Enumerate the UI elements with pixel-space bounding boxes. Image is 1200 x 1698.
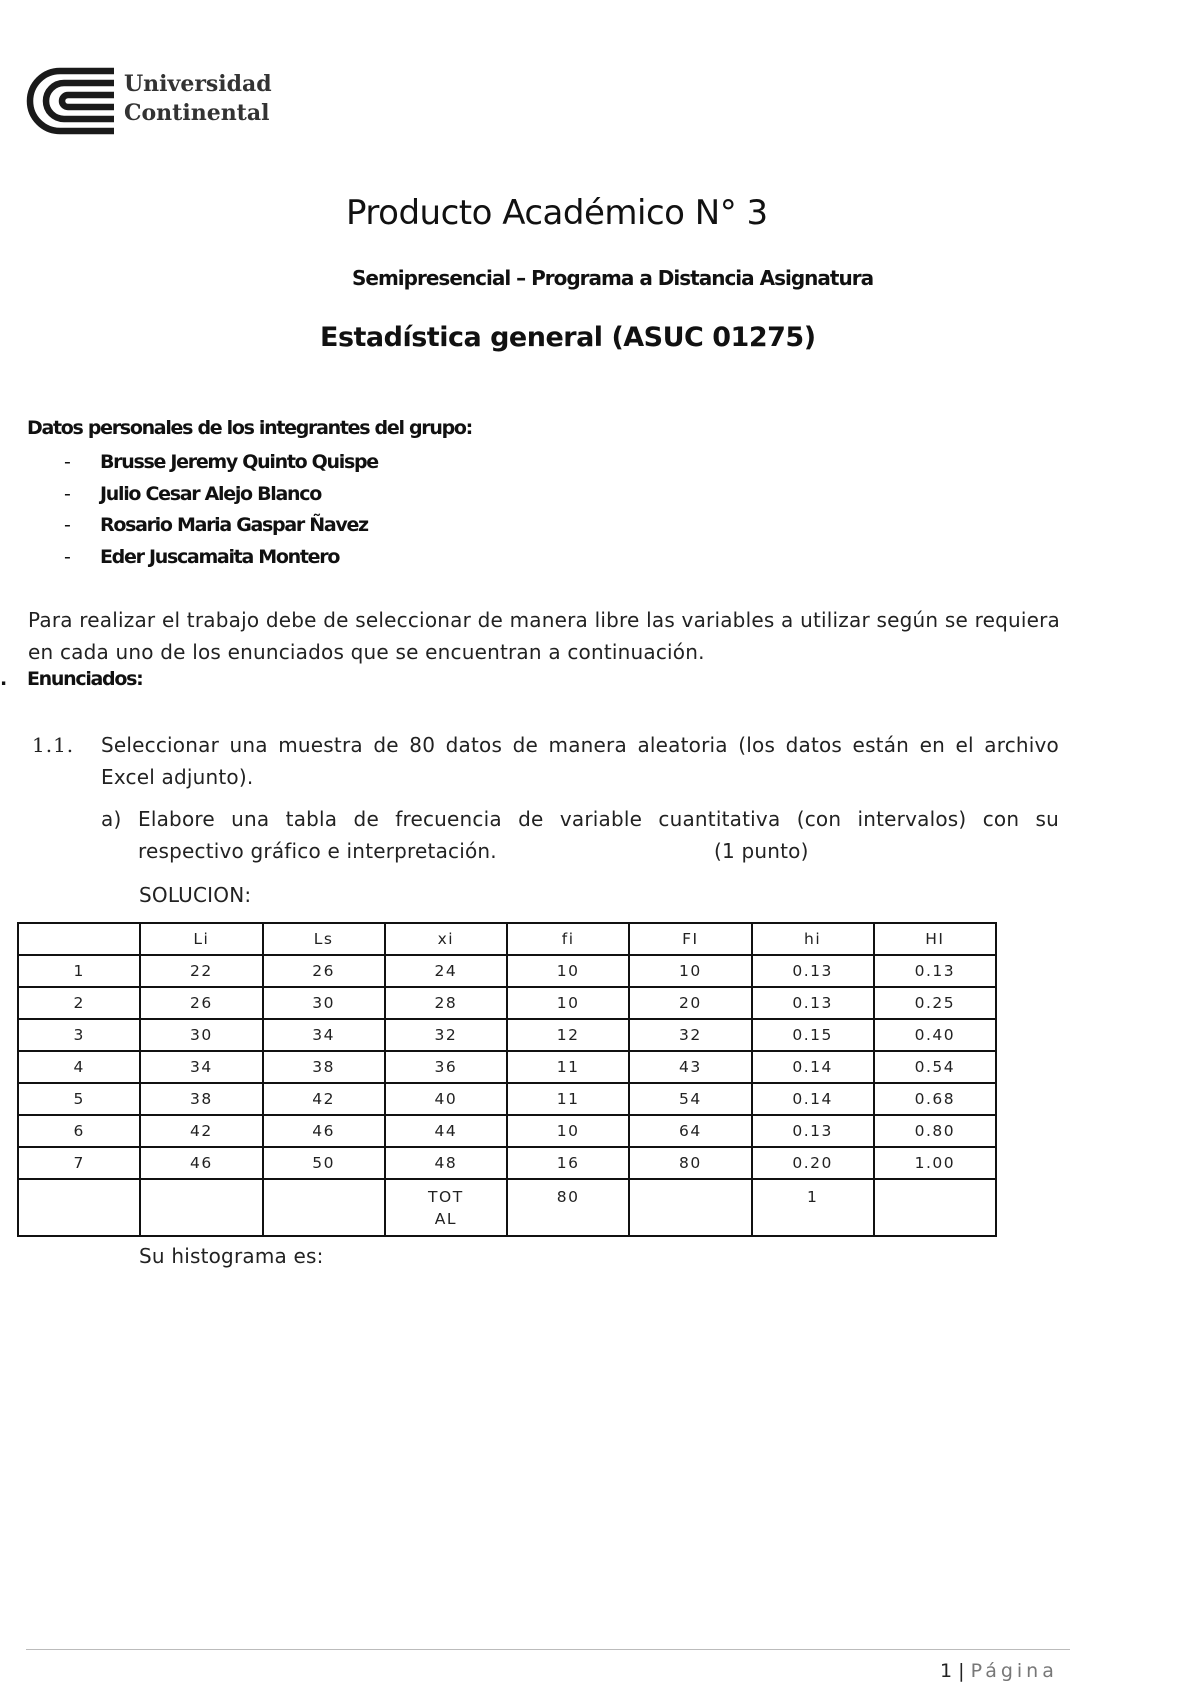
table-header-cell: FI <box>629 923 751 955</box>
table-cell: 34 <box>140 1051 262 1083</box>
member-name: Eder Juscamaita Montero <box>100 545 340 568</box>
table-row <box>18 1147 996 1179</box>
list-bullet: - <box>64 545 70 568</box>
section-marker: . <box>0 668 6 690</box>
table-cell <box>18 1179 140 1236</box>
table-cell: 30 <box>140 1019 262 1051</box>
table-cell <box>140 1179 262 1236</box>
item-points-a: (1 punto) <box>714 839 809 863</box>
table-cell: 10 <box>507 1115 629 1147</box>
member-item <box>64 542 378 574</box>
table-cell: 80 <box>629 1147 751 1179</box>
table-cell: 11 <box>507 1051 629 1083</box>
table-cell: 5 <box>18 1083 140 1115</box>
table-cell: 2 <box>18 987 140 1019</box>
table-cell <box>874 1179 996 1236</box>
member-name: Rosario Maria Gaspar Ñavez <box>100 514 368 536</box>
histogram-label: Su histograma es: <box>139 1244 324 1268</box>
table-cell: 46 <box>263 1115 385 1147</box>
member-item <box>64 447 378 479</box>
table-header-cell <box>18 923 140 955</box>
table-cell: 22 <box>140 955 262 987</box>
table-header-row <box>18 923 996 955</box>
item-text-1-1: Seleccionar una muestra de 80 datos de manera aleatoria (los datos están en el archivo Excel adjunto). <box>101 733 1059 789</box>
table-row <box>18 987 996 1019</box>
table-cell: 1.00 <box>874 1147 996 1179</box>
table-cell: 0.40 <box>874 1019 996 1051</box>
table-cell: 50 <box>263 1147 385 1179</box>
member-item <box>64 510 378 542</box>
table-cell: 0.80 <box>874 1115 996 1147</box>
table-row <box>18 1083 996 1115</box>
logo-line-1: Universidad <box>124 71 272 97</box>
table-row <box>18 955 996 987</box>
table-cell: 32 <box>629 1019 751 1051</box>
document-subtitle: Semipresencial – Programa a Distancia Asignatura <box>352 266 874 290</box>
course-name: Estadística general (ASUC 01275) <box>320 322 816 353</box>
table-cell: 0.20 <box>752 1147 874 1179</box>
university-logo-mark <box>26 66 118 136</box>
table-cell: 10 <box>629 955 751 987</box>
table-cell: 10 <box>507 987 629 1019</box>
table-cell: 38 <box>140 1083 262 1115</box>
table-header-cell: xi <box>385 923 507 955</box>
table-header-cell: fi <box>507 923 629 955</box>
table-cell: 64 <box>629 1115 751 1147</box>
table-cell: 24 <box>385 955 507 987</box>
table-cell: 16 <box>507 1147 629 1179</box>
table-cell: 11 <box>507 1083 629 1115</box>
member-name: Brusse Jeremy Quinto Quispe <box>100 451 378 473</box>
page-word: Página <box>970 1660 1058 1682</box>
table-header-cell: HI <box>874 923 996 955</box>
table-cell: 42 <box>263 1083 385 1115</box>
table-cell: 34 <box>263 1019 385 1051</box>
table-cell: 30 <box>263 987 385 1019</box>
table-cell: 46 <box>140 1147 262 1179</box>
table-cell: 0.13 <box>752 987 874 1019</box>
table-header-cell: Li <box>140 923 262 955</box>
section-title: Enunciados: <box>27 668 143 690</box>
table-total-label: TOT AL <box>385 1179 507 1236</box>
table-cell: 0.68 <box>874 1083 996 1115</box>
members-list <box>64 447 378 573</box>
table-cell: 0.14 <box>752 1051 874 1083</box>
list-bullet: - <box>64 482 70 505</box>
intro-paragraph: Para realizar el trabajo debe de seleccionar de manera libre las variables a utilizar según se requiera en cada uno de los enunciados que se encuentran a continuación. <box>28 608 1060 664</box>
table-cell: 26 <box>140 987 262 1019</box>
member-item <box>64 479 378 511</box>
list-bullet: - <box>64 514 70 536</box>
table-cell: 10 <box>507 955 629 987</box>
table-cell: 54 <box>629 1083 751 1115</box>
table-cell: 26 <box>263 955 385 987</box>
table-cell: 36 <box>385 1051 507 1083</box>
section-heading <box>0 668 142 690</box>
table-cell: 20 <box>629 987 751 1019</box>
document-title: Producto Académico N° 3 <box>346 193 768 233</box>
table-header-cell: Ls <box>263 923 385 955</box>
item-number-1-1: 1.1. <box>32 733 75 757</box>
table-total-hi: 1 <box>752 1179 874 1236</box>
table-total-fi: 80 <box>507 1179 629 1236</box>
table-cell: 0.14 <box>752 1083 874 1115</box>
table-cell: 7 <box>18 1147 140 1179</box>
item-text-a: Elabore una tabla de frecuencia de variable cuantitativa (con intervalos) con su respectivo gráfico e interpretación. <box>138 807 1059 863</box>
table-cell: 12 <box>507 1019 629 1051</box>
table-total-row <box>18 1179 996 1236</box>
list-bullet: - <box>64 451 70 473</box>
table-cell: 0.13 <box>874 955 996 987</box>
table-header-cell: hi <box>752 923 874 955</box>
table-cell <box>629 1179 751 1236</box>
page-number: 1 <box>940 1660 953 1682</box>
table-cell: 42 <box>140 1115 262 1147</box>
university-logo-text <box>124 70 272 128</box>
table-row <box>18 1019 996 1051</box>
university-logo <box>26 66 272 136</box>
solution-label: SOLUCION: <box>139 883 252 907</box>
frequency-table <box>17 922 997 1237</box>
table-cell: 40 <box>385 1083 507 1115</box>
table-cell: 32 <box>385 1019 507 1051</box>
footer-separator: | <box>958 1660 965 1682</box>
members-label: Datos personales de los integrantes del grupo: <box>27 417 472 439</box>
table-cell: 0.15 <box>752 1019 874 1051</box>
item-label-a: a) <box>101 807 122 831</box>
table-cell: 3 <box>18 1019 140 1051</box>
footer-divider <box>26 1649 1070 1650</box>
table-cell: 0.25 <box>874 987 996 1019</box>
member-name: Julio Cesar Alejo Blanco <box>100 482 321 505</box>
table-cell: 0.13 <box>752 955 874 987</box>
table-cell: 48 <box>385 1147 507 1179</box>
table-cell <box>263 1179 385 1236</box>
table-cell: 43 <box>629 1051 751 1083</box>
table-row <box>18 1051 996 1083</box>
table-cell: 0.13 <box>752 1115 874 1147</box>
table-cell: 1 <box>18 955 140 987</box>
table-cell: 6 <box>18 1115 140 1147</box>
table-cell: 44 <box>385 1115 507 1147</box>
table-row <box>18 1115 996 1147</box>
page-footer <box>940 1660 1058 1682</box>
logo-line-2: Continental <box>124 100 270 126</box>
table-cell: 0.54 <box>874 1051 996 1083</box>
table-cell: 4 <box>18 1051 140 1083</box>
table-cell: 28 <box>385 987 507 1019</box>
table-cell: 38 <box>263 1051 385 1083</box>
